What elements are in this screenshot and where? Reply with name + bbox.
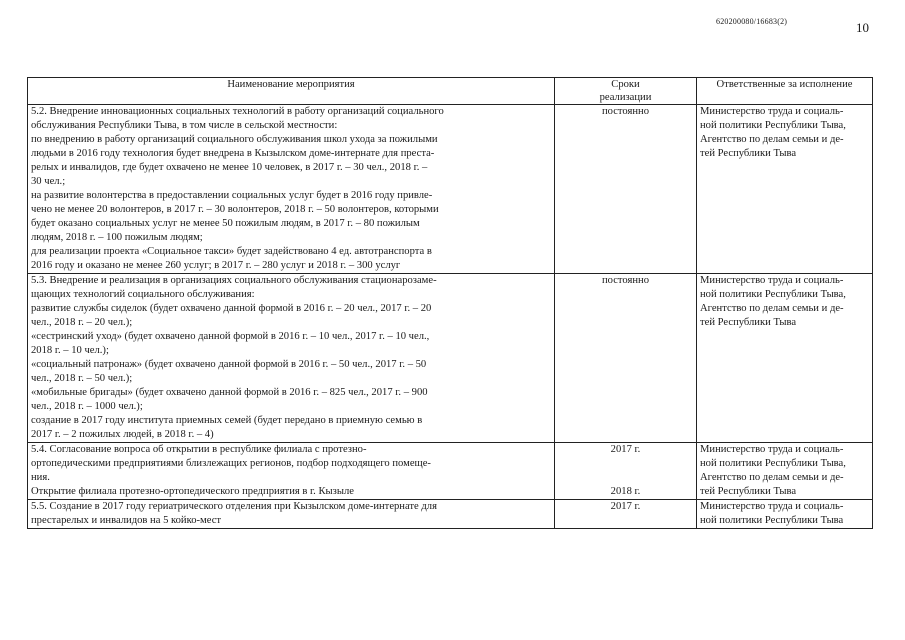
table-row [28,274,873,443]
document-code: 620200080/16683(2) [716,17,788,26]
responsible-cell: Министерство труда и социаль- ной политики Республики Тыва, Агентство по делам семьи и де- тей Республики Тыва [697,105,873,274]
table-row [28,105,873,274]
measure-name-cell [28,274,555,443]
measure-name-cell [28,500,555,529]
column-header-name: Наименование мероприятия [28,78,555,105]
responsible-cell: Министерство труда и социаль- ной политики Республики Тыва, Агентство по делам семьи и де- тей Республики Тыва [697,274,873,443]
measure-text: 5.5. Создание в 2017 году гериатрического отделения при Кызылском доме-интернате для престарелых и инвалидов на 5 койко-мест [31,501,437,526]
term-bottom: 2018 г. [610,486,641,497]
term-cell: постоянно [555,274,697,443]
table-header-row [28,78,873,105]
measure-name-cell [28,443,555,500]
column-header-term [555,78,697,105]
measure-name-cell [28,105,555,274]
page-number: 10 [856,20,869,35]
table-row [28,500,873,529]
measures-table [27,77,873,529]
responsible-cell: Министерство труда и социаль- ной политики Республики Тыва [697,500,873,529]
term-cell [555,443,697,500]
column-header-responsible: Ответственные за исполнение [697,78,873,105]
table-row [28,443,873,500]
term-cell: постоянно [555,105,697,274]
term-split [558,443,693,499]
column-header-term-label: Сроки реализации [599,79,652,103]
measure-text: 5.3. Внедрение и реализация в организациях социального обслуживания стационарозаме- щающих технологий социального обслуживания: развитие службы сиделок (будет охвачено данной формой в 2016 г. – 20 чел., 2017 г. – 20 чел., 2018 г. – 20 чел.); «сестринский уход» (будет охвачено данной формой в 2016 г. – 10 чел., 2017 г. – 10 чел., 2018 г. – 10 чел.); «социальный патронаж» (будет охвачено данной формой в 2016 г. – 50 чел., 2017 г. – 50 чел., 2018 г. – 50 чел.); «мобильные бригады» (будет охвачено данной формой в 2016 г. – 825 чел., 2017 г. – 900 чел., 2018 г. – 1000 чел.); создание в 2017 году института приемных семей (будет передано в приемную семью в 2017 г. – 2 пожилых людей, в 2018 г. – 4) [31,275,437,440]
term-cell: 2017 г. [555,500,697,529]
measure-text: 5.2. Внедрение инновационных социальных технологий в работу организаций социального обслуживания Республики Тыва, в том числе в сельской местности: по внедрению в работу организаций социального обслуживания школ ухода за пожилыми людьми в 2016 году технология будет внедрена в Кызылском доме-интернате для преста- релых и инвалидов, где будет охвачено не менее 10 человек, в 2017 г. – 30 чел., 2018 г. – 30 чел.; на развитие волонтерства в предоставлении социальных услуг будет в 2016 году привле- чено не менее 20 волонтеров, в 2017 г. – 30 волонтеров, 2018 г. – 50 волонтеров, которыми будет оказано социальных услуг не менее 50 пожилым людям, в 2017 г. – 80 пожилым людям, 2018 г. – 100 пожилым людям; для реализации проекта «Социальное такси» будет задействовано 4 ед. автотранспорта в 2016 году и оказано не менее 260 услуг; в 2017 г. – 280 услуг и 2018 г. – 300 услуг [31,106,444,271]
term-top: 2017 г. [610,444,641,455]
measure-text: 5.4. Согласование вопроса об открытии в республике филиала с протезно- ортопедическими предприятиями близлежащих регионов, подбор подходящего помеще- ния. Открытие филиала протезно-ортопедического предприятия в г. Кызыле [31,444,431,497]
responsible-cell: Министерство труда и социаль- ной политики Республики Тыва, Агентство по делам семьи и де- тей Республики Тыва [697,443,873,500]
